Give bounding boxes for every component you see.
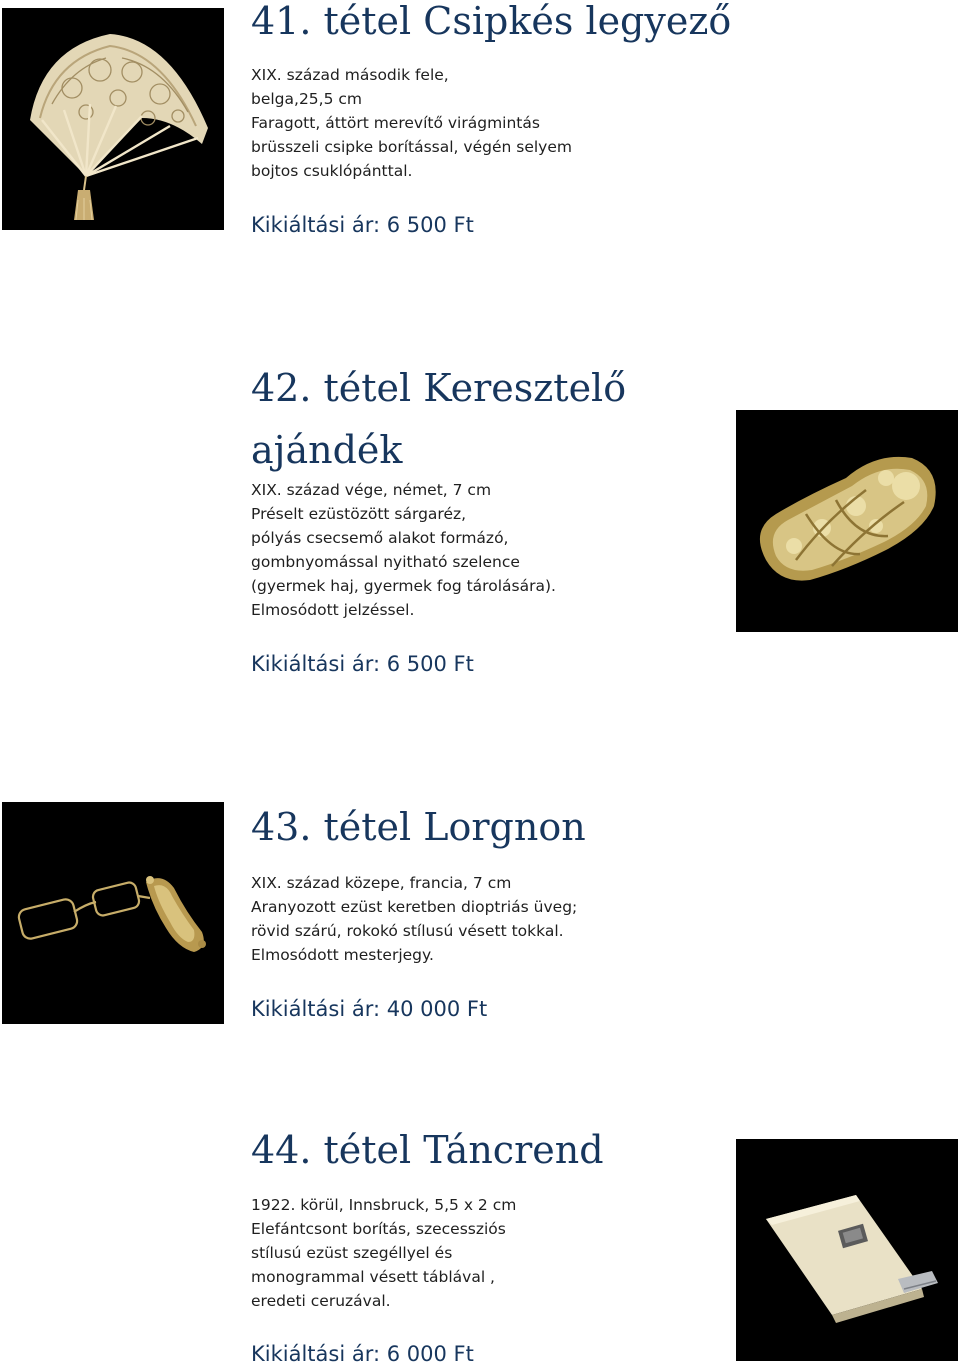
description-line: gombnyomással nyitható szelence [251, 553, 520, 571]
lot-42-photo [736, 410, 958, 632]
dance-card-icon [736, 1139, 958, 1361]
description-line: Préselt ezüstözött sárgaréz, [251, 505, 467, 523]
description-line: Elmosódott mesterjegy. [251, 946, 434, 964]
description-line: stílusú ezüst szegéllyel és [251, 1244, 453, 1262]
lot-41-title: 41. tétel Csipkés legyező [251, 0, 732, 43]
description-line: monogrammal vésett táblával , [251, 1268, 495, 1286]
description-line: eredeti ceruzával. [251, 1292, 391, 1310]
lot-44-title: 44. tétel Táncrend [251, 1128, 604, 1172]
description-line: Elefántcsont borítás, szecessziós [251, 1220, 506, 1238]
description-line: (gyermek haj, gyermek fog tárolására). [251, 577, 556, 595]
lot-44-photo [736, 1139, 958, 1361]
lot-44-price: Kikiáltási ár: 6 000 Ft [251, 1342, 474, 1366]
description-line: belga,25,5 cm [251, 90, 363, 108]
lot-43-description [251, 871, 577, 967]
lot-42-title [251, 357, 626, 481]
lorgnette-icon [2, 802, 224, 1024]
description-line: XIX. század közepe, francia, 7 cm [251, 874, 512, 892]
description-line: Faragott, áttört merevítő virágmintás [251, 114, 540, 132]
swaddled-baby-box-icon [736, 410, 958, 632]
lot-44-description [251, 1193, 516, 1313]
lot-41-photo [2, 8, 224, 230]
description-line: Aranyozott ezüst keretben dioptriás üveg; [251, 898, 578, 916]
lot-42-price: Kikiáltási ár: 6 500 Ft [251, 652, 474, 676]
title-line: 42. tétel Keresztelő [251, 366, 627, 410]
description-line: XIX. század második fele, [251, 66, 449, 84]
lot-41-description [251, 63, 572, 183]
description-line: 1922. körül, Innsbruck, 5,5 x 2 cm [251, 1196, 517, 1214]
title-line: ajándék [251, 428, 403, 472]
description-line: brüsszeli csipke borítással, végén selyem [251, 138, 572, 156]
lot-41-price: Kikiáltási ár: 6 500 Ft [251, 213, 474, 237]
description-line: rövid szárú, rokokó stílusú vésett tokkal. [251, 922, 564, 940]
lot-43-title: 43. tétel Lorgnon [251, 805, 586, 849]
lot-43-price: Kikiáltási ár: 40 000 Ft [251, 997, 488, 1021]
description-line: bojtos csuklópánttal. [251, 162, 413, 180]
lace-fan-icon [2, 8, 224, 230]
lot-42-description [251, 478, 556, 622]
description-line: pólyás csecsemő alakot formázó, [251, 529, 509, 547]
description-line: XIX. század vége, német, 7 cm [251, 481, 492, 499]
description-line: Elmosódott jelzéssel. [251, 601, 415, 619]
lot-43-photo [2, 802, 224, 1024]
